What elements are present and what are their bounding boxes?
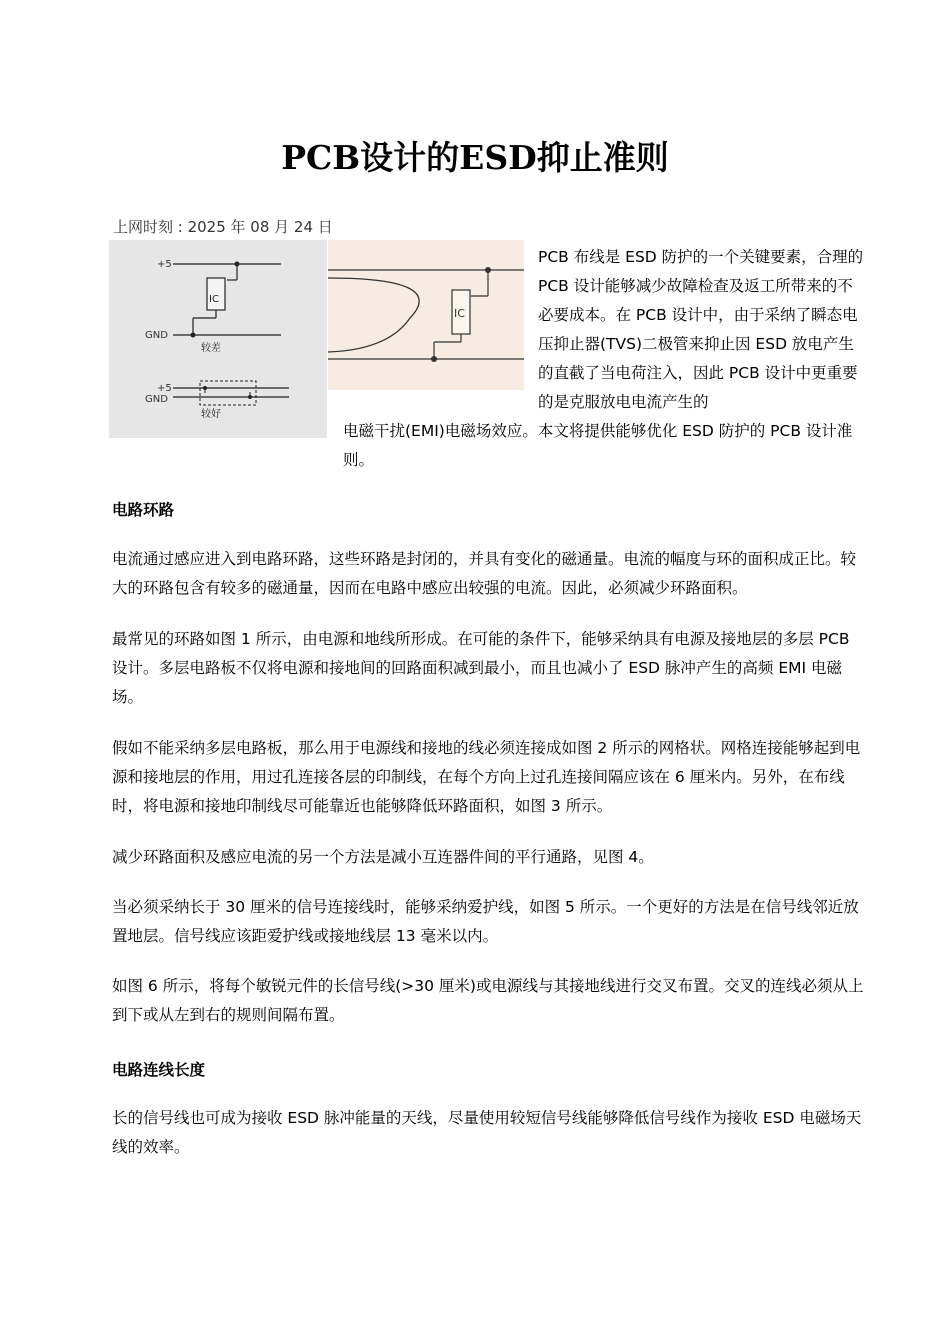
paragraph: 电流通过感应进入到电路环路，这些环路是封闭的，并具有变化的磁通量。电流的幅度与环的面积成正比。较大的环路包含有较多的磁通量，因而在电路中感应出较强的电流。因此，必须减少环路面积。	[112, 550, 857, 597]
publish-date: 上网时刻 : 2025 年 08 月 24 日	[113, 218, 333, 236]
document-title: PCB设计的ESD抑止准则	[281, 138, 669, 177]
fig1-bad-caption: 较差	[201, 343, 221, 354]
paragraph: 减少环路面积及感应电流的另一个方法是减小互连器件间的平行通路，见图 4。	[112, 848, 654, 866]
paragraph: 长的信号线也可成为接收 ESD 脉冲能量的天线，尽量使用较短信号线能够降低信号线作为接收 ESD 电磁场天线的效率。	[112, 1109, 862, 1156]
paragraph: 假如不能采纳多层电路板，那么用于电源线和接地的线必须连接成如图 2 所示的网格状。网格连接能够起到电源和接地层的作用，用过孔连接各层的印制线，在每个方向上过孔连接间隔应该在 6 厘米内。另外，在布线时，将电源和接地印制线尽可能靠近也能够降低环路面积，如图 3 所示。	[112, 739, 861, 815]
fig1-gnd-label-top: GND	[145, 330, 168, 341]
fig1-plus5-label-bottom: +5	[157, 383, 172, 394]
loop-antenna-figure	[328, 240, 524, 390]
intro-paragraph-part1: PCB 布线是 ESD 防护的一个关键要素，合理的 PCB 设计能够减少故障检查及返工所带来的不必要成本。在 PCB 设计中，由于采纳了瞬态电压抑止器(TVS)二极管来抑止因 ESD 放电产生的直截了当电荷注入，因此 PCB 设计中更重要的是克服放电电流产生的	[538, 248, 864, 411]
fig1-plus5-label-top: +5	[157, 259, 172, 270]
fig1-ic-label: IC	[209, 294, 219, 305]
intro-paragraph-part2: 电磁干扰(EMI)电磁场效应。本文将提供能够优化 ESD 防护的 PCB 设计准则。	[343, 422, 853, 469]
fig1-good-caption: 较好	[201, 409, 221, 420]
fig1-gnd-label-bottom: GND	[145, 394, 168, 405]
paragraph: 如图 6 所示，将每个敏锐元件的长信号线(>30 厘米)或电源线与其接地线进行交叉布置。交叉的连线必须从上到下或从左到右的规则间隔布置。	[112, 977, 864, 1024]
paragraph: 最常见的环路如图 1 所示，由电源和地线所形成。在可能的条件下，能够采纳具有电源及接地层的多层 PCB 设计。多层电路板不仅将电源和接地间的回路面积减到最小，而且也减小了 ESD 脉冲产生的高频 EMI 电磁场。	[112, 630, 850, 706]
loop-comparison-figure	[109, 240, 327, 438]
section-heading-trace-length: 电路连线长度	[112, 1061, 206, 1079]
paragraph: 当必须采纳长于 30 厘米的信号连接线时，能够采纳爱护线，如图 5 所示。一个更好的方法是在信号线邻近放置地层。信号线应该距爱护线或接地线层 13 毫米以内。	[112, 898, 859, 945]
fig2-ic-label: IC	[454, 307, 465, 320]
section-heading-circuit-loop: 电路环路	[112, 501, 175, 519]
